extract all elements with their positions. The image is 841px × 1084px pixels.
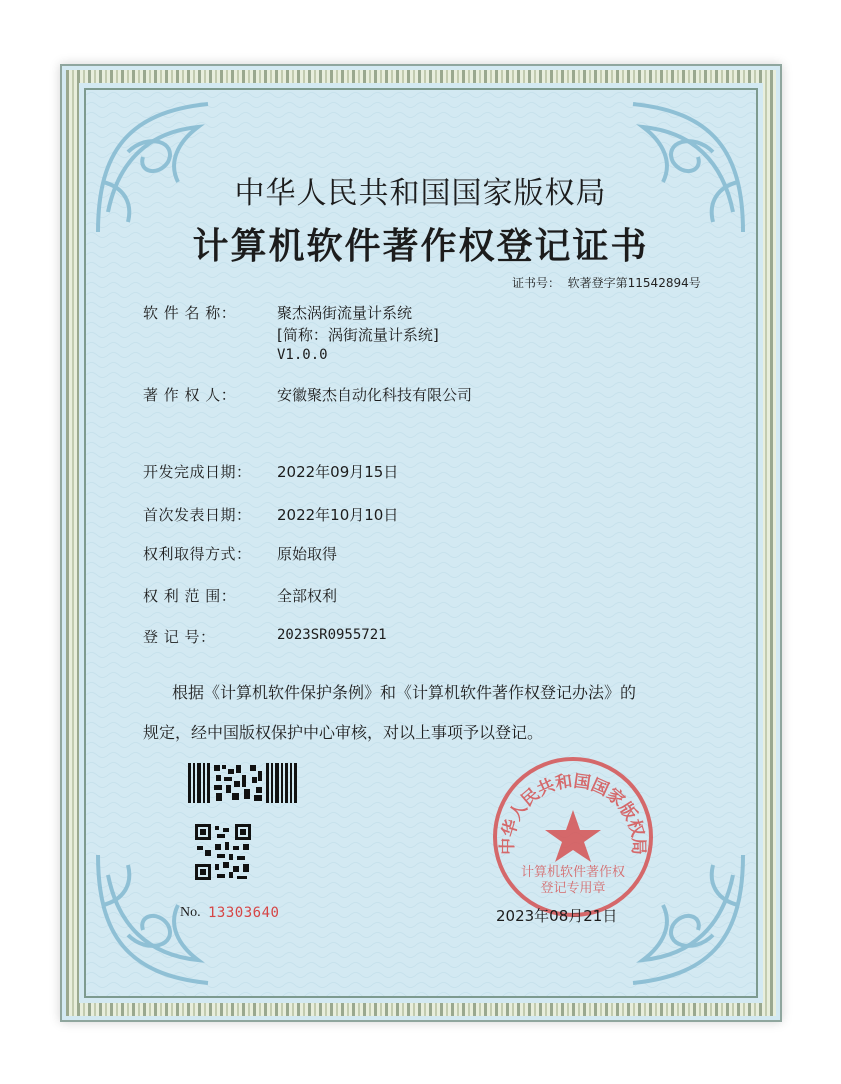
dev-date-value: 2022年09月15日 <box>277 463 399 481</box>
qr-code-icon <box>195 824 251 880</box>
certificate-title: 计算机软件著作权登记证书 <box>192 226 649 267</box>
reg-no-label: 登 记 号： <box>143 628 216 646</box>
serial-label: No. <box>180 905 201 920</box>
authority-title: 中华人民共和国国家版权局 <box>234 176 607 211</box>
statement-line-2: 规定，经中国版权保护中心审核，对以上事项予以登记。 <box>143 723 544 742</box>
owner-value: 安徽聚杰自动化科技有限公司 <box>277 386 473 404</box>
software-name-value: 聚杰涡街流量计系统 <box>277 304 413 322</box>
certificate-number-label: 证书号： <box>512 276 561 290</box>
seal-text-line-2: 登记专用章 <box>540 881 606 896</box>
statement-line-1: 根据《计算机软件保护条例》和《计算机软件著作权登记办法》的 <box>172 683 637 702</box>
software-name-label: 软 件 名 称： <box>143 304 237 322</box>
scope-value: 全部权利 <box>277 587 338 605</box>
dev-date-label: 开发完成日期： <box>143 463 252 481</box>
seal-text-line-1: 计算机软件著作权 <box>520 865 626 880</box>
seal-text-top: 中华人民共和国国家版权局 <box>497 771 649 855</box>
reg-no-value: 2023SR0955721 <box>277 627 387 643</box>
pub-date-label: 首次发表日期： <box>143 506 252 524</box>
certificate-number <box>512 274 701 291</box>
barcode-icon <box>188 763 300 803</box>
certificate-number-value: 软著登字第11542894号 <box>567 276 701 290</box>
scope-label: 权 利 范 围： <box>143 587 237 605</box>
issue-date: 2023年08月21日 <box>496 907 618 925</box>
software-version: V1.0.0 <box>277 347 328 363</box>
acquire-value: 原始取得 <box>277 545 338 563</box>
official-seal-icon <box>488 752 658 922</box>
serial-number: 13303640 <box>208 905 280 921</box>
acquire-label: 权利取得方式： <box>143 545 252 563</box>
pub-date-value: 2022年10月10日 <box>277 506 399 524</box>
software-short-name: [简称：涡街流量计系统] <box>277 326 439 344</box>
owner-label: 著 作 权 人： <box>143 386 237 404</box>
